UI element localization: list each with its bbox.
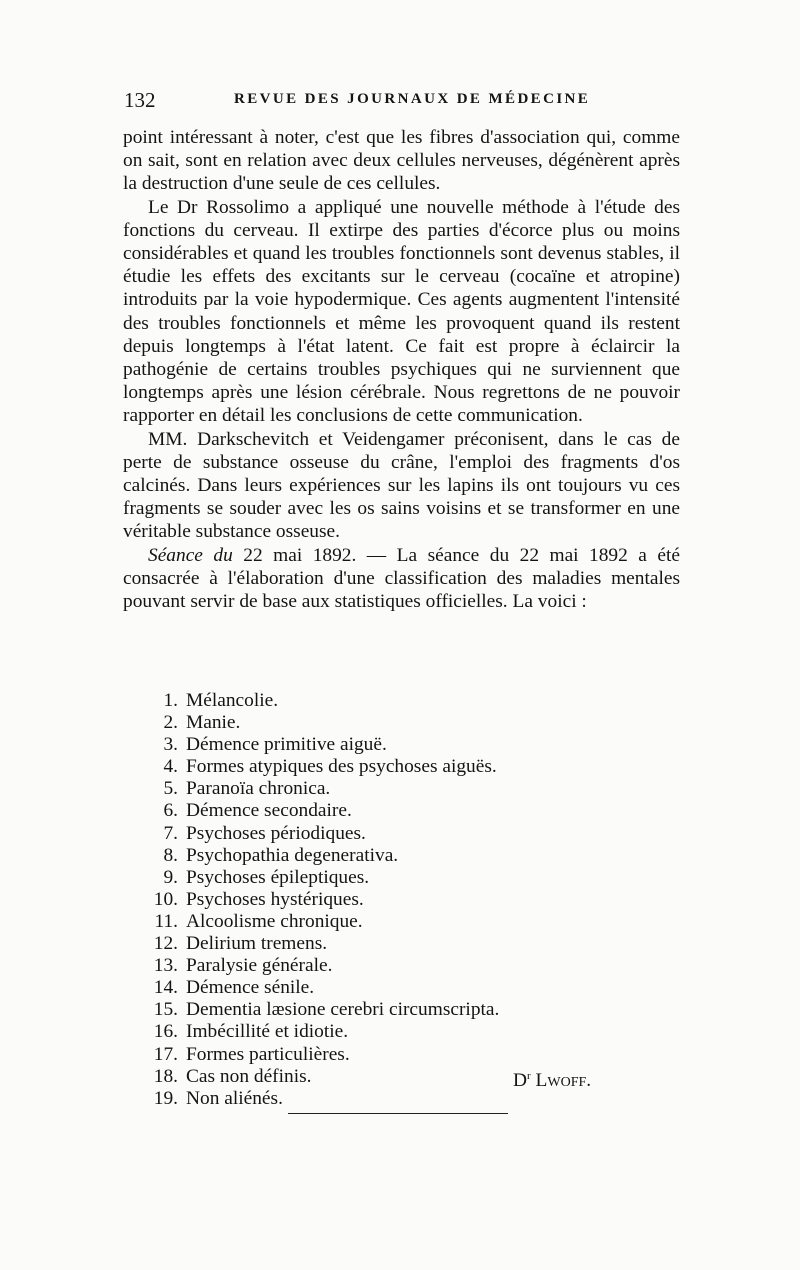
list-item-number: 9. bbox=[163, 866, 178, 888]
list-item-number: 17. bbox=[153, 1043, 178, 1065]
list-item-number: 16. bbox=[153, 1021, 178, 1043]
list-item-text: Psychoses épileptiques. bbox=[186, 866, 370, 888]
list-item-number: 12. bbox=[153, 933, 178, 955]
list-item bbox=[140, 1088, 680, 1110]
list-item-text: Paranoïa chronica. bbox=[186, 778, 331, 800]
list-item-text: Démence primitive aiguë. bbox=[186, 734, 387, 756]
list-item-text: Dementia læsione cerebri circumscripta. bbox=[186, 999, 500, 1021]
paragraph-darkschevitch: MM. Darkschevitch et Veidengamer préconisent, dans le cas de perte de substance osseuse du crâne, l'emploi des fragments d'os calcinés. Dans leurs expériences sur les lapins ils ont toujours vu ces fragments se souder avec les os sains voisins et se transformer en une véritable substance osseuse. bbox=[123, 428, 680, 543]
running-title: REVUE DES JOURNAUX DE MÉDECINE bbox=[234, 91, 591, 107]
list-item-number: 15. bbox=[153, 999, 178, 1021]
list-item-number: 10. bbox=[153, 888, 178, 910]
paragraph-continuation: point intéressant à noter, c'est que les fibres d'association qui, comme on sait, sont en relation avec deux cellules nerveuses, dégénèrent après la destruction d'une seule de ces cellules. bbox=[123, 127, 680, 195]
article-body bbox=[123, 126, 680, 613]
paragraph-rossolimo: Le Dr Rossolimo a appliqué une nouvelle méthode à l'étude des fonctions du cerveau. Il extirpe des parties d'écorce plus ou moins considérables et quand les troubles fonctionnels sont devenus stables, il étudie les effets des excitants sur le cerveau (cocaïne et atropine) introduits par la voie hypodermique. Ces agents augmentent l'intensité des troubles fonctionnels et même les provoquent quand ils restent depuis longtemps à l'état latent. Ce fait est propre à éclaircir la pathogénie de certains troubles psychiques qui ne surviennent que longtemps après une lésion cérébrale. Nous regrettons de ne pouvoir rapporter en détail les conclusions de cette communication. bbox=[123, 196, 680, 427]
classification-list bbox=[140, 690, 680, 1110]
seance-date: 22 mai 1892. bbox=[243, 544, 357, 566]
list-item-number: 18. bbox=[153, 1065, 178, 1087]
list-item-text: Non aliénés. bbox=[186, 1087, 283, 1109]
list-item-text: Paralysie générale. bbox=[186, 955, 333, 977]
list-item-text: Psychoses périodiques. bbox=[186, 822, 366, 844]
list-item-number: 13. bbox=[153, 955, 178, 977]
list-item bbox=[140, 1044, 680, 1066]
list-item-text: Delirium tremens. bbox=[186, 933, 328, 955]
list-item bbox=[140, 999, 680, 1021]
page-number: 132 bbox=[124, 88, 156, 112]
list-item bbox=[140, 712, 680, 734]
list-item bbox=[140, 889, 680, 911]
signature-superscript: r bbox=[527, 1070, 531, 1082]
list-item bbox=[140, 933, 680, 955]
list-item-text: Alcoolisme chronique. bbox=[186, 910, 363, 932]
list-item-text: Imbécillité et idiotie. bbox=[186, 1021, 349, 1043]
list-item bbox=[140, 823, 680, 845]
list-item-number: 8. bbox=[163, 844, 178, 866]
signature bbox=[513, 1070, 591, 1092]
list-item bbox=[140, 1021, 680, 1043]
seance-label: Séance du bbox=[148, 544, 233, 566]
paragraph-seance bbox=[123, 544, 680, 614]
list-item-number: 19. bbox=[153, 1087, 178, 1109]
list-item bbox=[140, 955, 680, 977]
list-item-number: 11. bbox=[154, 910, 178, 932]
list-item-text: Démence secondaire. bbox=[186, 800, 352, 822]
list-item bbox=[140, 1066, 680, 1088]
list-item bbox=[140, 756, 680, 778]
list-item-text: Mélancolie. bbox=[186, 690, 279, 711]
list-item bbox=[140, 690, 680, 712]
list-item-text: Manie. bbox=[186, 712, 241, 734]
list-item bbox=[140, 800, 680, 822]
signature-name: Lwoff. bbox=[535, 1070, 592, 1091]
list-item-number: 5. bbox=[163, 778, 178, 800]
list-item bbox=[140, 734, 680, 756]
list-item-number: 4. bbox=[163, 756, 178, 778]
list-item-number: 2. bbox=[163, 712, 178, 734]
list-item-number: 6. bbox=[163, 800, 178, 822]
signature-prefix: D bbox=[513, 1070, 528, 1091]
list-item-text: Psychopathia degenerativa. bbox=[186, 844, 399, 866]
list-item-text: Formes atypiques des psychoses aiguës. bbox=[186, 756, 497, 778]
list-item-number: 14. bbox=[153, 977, 178, 999]
list-item bbox=[140, 867, 680, 889]
list-item-number: 7. bbox=[163, 822, 178, 844]
seance-text: — La séance du 22 mai 1892 a été consacrée à l'élaboration d'une classification des maladies mentales pouvant servir de base aux statistiques officielles. La voici : bbox=[123, 544, 680, 613]
list-item-text: Formes particulières. bbox=[186, 1043, 350, 1065]
list-item bbox=[140, 778, 680, 800]
list-item bbox=[140, 977, 680, 999]
list-item-number: 1. bbox=[163, 690, 178, 711]
page-header bbox=[124, 88, 684, 116]
list-item-text: Démence sénile. bbox=[186, 977, 315, 999]
list-item-number: 3. bbox=[163, 734, 178, 756]
list-item bbox=[140, 911, 680, 933]
list-item-text: Cas non définis. bbox=[186, 1065, 312, 1087]
list-item-text: Psychoses hystériques. bbox=[186, 888, 364, 910]
end-rule bbox=[288, 1113, 508, 1114]
list-item bbox=[140, 845, 680, 867]
